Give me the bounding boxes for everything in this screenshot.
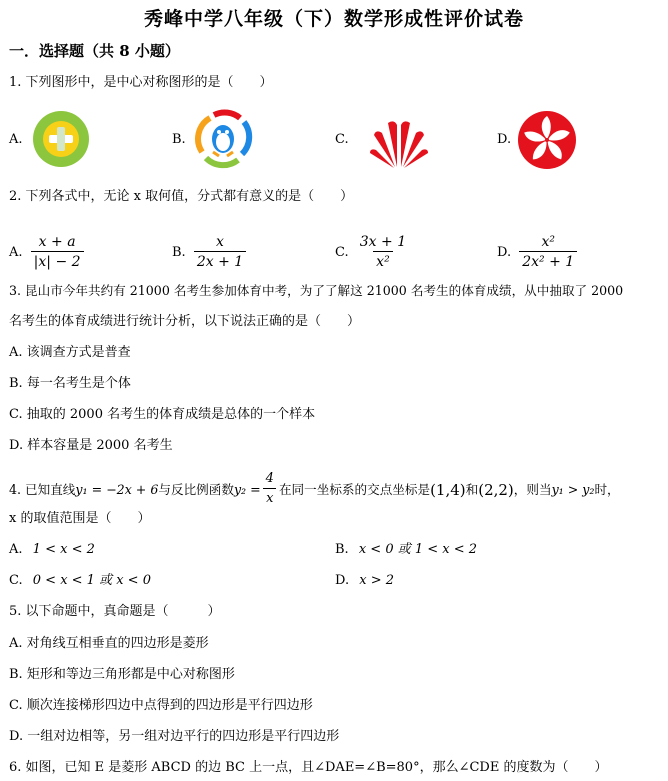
q4-point-2: (2,2) <box>478 480 514 499</box>
q4-y2-label: y₂ = <box>233 481 261 497</box>
q2-b-denominator: 2x + 1 <box>194 251 246 272</box>
q4-stem-line-2: x 的取值范围是（ ） <box>9 511 151 526</box>
q5-option-d: D. 一组对边相等，另一组对边平行的四边形是平行四边形 <box>9 729 340 744</box>
q3-option-b: B. 每一名考生是个体 <box>9 376 131 391</box>
q4-condition: y₁ > y₂ <box>551 481 595 497</box>
q4-text-6: 时， <box>594 481 620 497</box>
q1-stem: 1. 下列图形中，是中心对称图形的是（ ） <box>9 75 273 90</box>
page-title: 秀峰中学八年级（下）数学形成性评价试卷 <box>143 8 524 30</box>
q4-text-5: ，则当 <box>513 481 552 497</box>
q3-option-c: C. 抽取的 2000 名考生的体育成绩是总体的一个样本 <box>9 407 316 422</box>
q4-stem-line-1 <box>9 470 620 509</box>
q5-option-c: C. 顺次连接梯形四边中点得到的四边形是平行四边形 <box>9 698 313 713</box>
bauhinia-flower-icon <box>516 109 578 171</box>
petal-logo-icon <box>368 112 430 174</box>
q2-option-d <box>497 233 577 272</box>
q4-text-4: 和 <box>465 481 479 497</box>
q2-option-a <box>9 233 84 272</box>
q5-stem: 5. 以下命题中，真命题是（ ） <box>9 604 221 619</box>
q4-fraction-numerator: 4 <box>265 471 274 486</box>
q4-option-a-value: 1 < x < 2 <box>32 542 95 557</box>
q2-option-a-fraction <box>31 233 84 272</box>
penguin-logo-icon <box>192 108 254 170</box>
q3-stem-line-1: 3. 昆山市今年共约有 21000 名考生参加体育中考，为了了解这 21000 名考生的体育成绩，从中抽取了 2000 <box>9 283 624 298</box>
q4-fraction-denominator: x <box>263 488 276 509</box>
q4-text-3: 在同一坐标系的交点坐标是 <box>278 481 431 497</box>
section-heading: 一．选择题（共 8 小题） <box>9 42 180 60</box>
q2-option-b-fraction <box>194 233 246 272</box>
q2-a-numerator: x + a <box>38 234 76 250</box>
q2-option-b-label: B. <box>172 245 186 260</box>
q4-point-1: (1,4) <box>430 480 466 499</box>
q2-option-c-fraction <box>357 233 409 272</box>
q5-option-a: A. 对角线互相垂直的四边形是菱形 <box>9 636 209 651</box>
q4-option-a <box>9 540 95 560</box>
q1-option-a-label: A. <box>9 132 23 147</box>
plus-circle-logo-icon <box>30 108 92 170</box>
q2-option-b <box>172 233 246 272</box>
q2-option-c <box>335 233 409 272</box>
q4-option-a-label: A. <box>9 542 23 557</box>
q4-option-c-value: 0 < x < 1 或 x < 0 <box>32 573 151 588</box>
q2-d-denominator: 2x² + 1 <box>519 251 577 272</box>
q2-stem: 2. 下列各式中，无论 x 取何值，分式都有意义的是（ ） <box>9 189 354 204</box>
q4-inverse-fraction <box>263 470 277 509</box>
q2-c-numerator: 3x + 1 <box>359 234 407 250</box>
q4-option-c <box>9 571 151 591</box>
q4-option-c-label: C. <box>9 573 23 588</box>
q2-c-denominator: x² <box>373 251 393 272</box>
q2-option-d-fraction <box>519 233 577 272</box>
q4-text-1: 4. 已知直线 <box>9 481 76 497</box>
q4-text-2: 与反比例函数 <box>158 481 234 497</box>
q5-option-b: B. 矩形和等边三角形都是中心对称图形 <box>9 667 235 682</box>
q4-option-b <box>335 540 477 560</box>
q4-option-b-label: B. <box>335 542 349 557</box>
q2-a-denominator: |x| − 2 <box>31 251 84 272</box>
q2-option-c-label: C. <box>335 245 349 260</box>
q3-option-a: A. 该调查方式是普查 <box>9 345 131 360</box>
q2-option-d-label: D. <box>497 245 512 260</box>
q3-option-d: D. 样本容量是 2000 名考生 <box>9 438 173 453</box>
q2-d-numerator: x² <box>541 234 555 250</box>
q4-option-b-value: x < 0 或 1 < x < 2 <box>358 542 478 557</box>
q2-b-numerator: x <box>216 234 224 250</box>
q3-stem-line-2: 名考生的体育成绩进行统计分析，以下说法正确的是（ ） <box>9 314 361 329</box>
q4-line-equation: y₁ = −2x + 6 <box>75 481 159 497</box>
q6-stem: 6. 如图，已知 E 是菱形 ABCD 的边 BC 上一点，且∠DAE=∠B=80°，那么∠CDE 的度数为（ ） <box>9 760 608 775</box>
q4-option-d <box>335 571 394 591</box>
q4-option-d-value: x > 2 <box>359 573 394 588</box>
q1-option-c-label: C. <box>335 132 349 147</box>
q1-option-d-label: D. <box>497 132 512 147</box>
q1-option-b-label: B. <box>172 132 186 147</box>
q4-option-d-label: D. <box>335 573 350 588</box>
q2-option-a-label: A. <box>9 245 23 260</box>
